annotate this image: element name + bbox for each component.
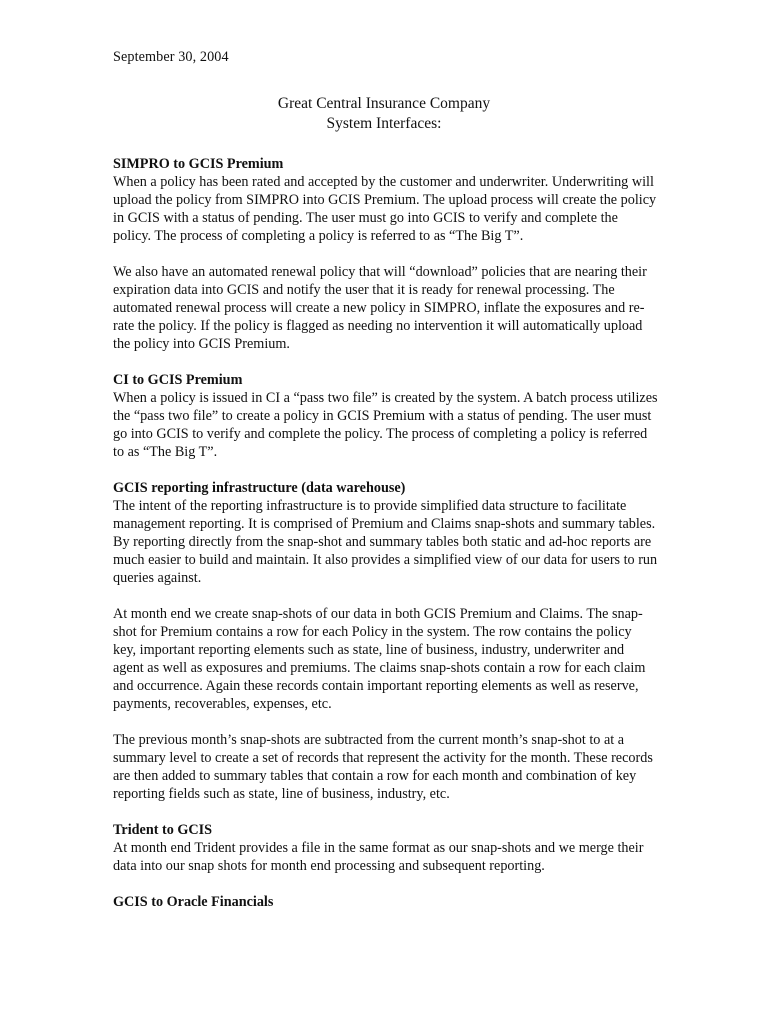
section-trident-to-gcis [113, 821, 658, 875]
section-heading: Trident to GCIS [113, 822, 213, 838]
section-gcis-to-oracle-financials [113, 893, 658, 911]
document-body [113, 155, 658, 929]
document-date: September 30, 2004 [113, 49, 229, 65]
document-subtitle: System Interfaces: [326, 115, 442, 132]
company-name: Great Central Insurance Company [277, 95, 491, 112]
document-title [0, 94, 768, 134]
section-gcis-reporting-infrastructure [113, 479, 658, 803]
paragraph: When a policy has been rated and accepted by the customer and underwriter. Underwriting will upload the policy from SIMPRO into GCIS Premium. The upload process will create the policy in GCIS with a status of pending. The user must go into GCIS to verify and complete the policy. The process of completing a policy is referred to as “The Big T”. [113, 174, 657, 244]
paragraph: When a policy is issued in CI a “pass two file” is created by the system. A batch process utilizes the “pass two file” to create a policy in GCIS Premium with a status of pending. The user must go into GCIS to verify and complete the policy. The process of completing a policy is referred to as “The Big T”. [113, 390, 658, 460]
section-heading: CI to GCIS Premium [113, 372, 243, 388]
paragraph: At month end we create snap-shots of our data in both GCIS Premium and Claims. The snap-shot for Premium contains a row for each Policy in the system. The row contains the policy key, important reporting elements such as state, line of business, industry, underwriter and agent as well as exposures and premiums. The claims snap-shots contain a row for each claim and occurrence. Again these records contain important reporting elements as well as reserve, payments, recoverables, expenses, etc. [113, 606, 646, 712]
paragraph: The previous month’s snap-shots are subtracted from the current month’s snap-shot to at a summary level to create a set of records that represent the activity for the month. These records are then added to summary tables that contain a row for each month and combination of key reporting fields such as state, line of business, industry, etc. [113, 732, 653, 802]
paragraph: The intent of the reporting infrastructure is to provide simplified data structure to facilitate management reporting. It is comprised of Premium and Claims snap-shots and summary tables. By reporting directly from the snap-shot and summary tables both static and ad-hoc reports are much easier to build and maintain. It also provides a simplified view of our data for users to run queries against. [113, 498, 658, 586]
section-simpro-to-gcis-premium [113, 155, 658, 353]
paragraph: We also have an automated renewal policy that will “download” policies that are nearing their expiration data into GCIS and notify the user that it is ready for renewal processing. The automated renewal process will create a new policy in SIMPRO, inflate the exposures and re-rate the policy. If the policy is flagged as needing no intervention it will automatically upload the policy into GCIS Premium. [113, 264, 647, 352]
section-heading: SIMPRO to GCIS Premium [113, 156, 284, 172]
section-ci-to-gcis-premium [113, 371, 658, 461]
section-heading: GCIS reporting infrastructure (data warehouse) [113, 480, 406, 496]
section-heading: GCIS to Oracle Financials [113, 894, 274, 910]
paragraph: At month end Trident provides a file in the same format as our snap-shots and we merge their data into our snap shots for month end processing and subsequent reporting. [113, 840, 644, 874]
